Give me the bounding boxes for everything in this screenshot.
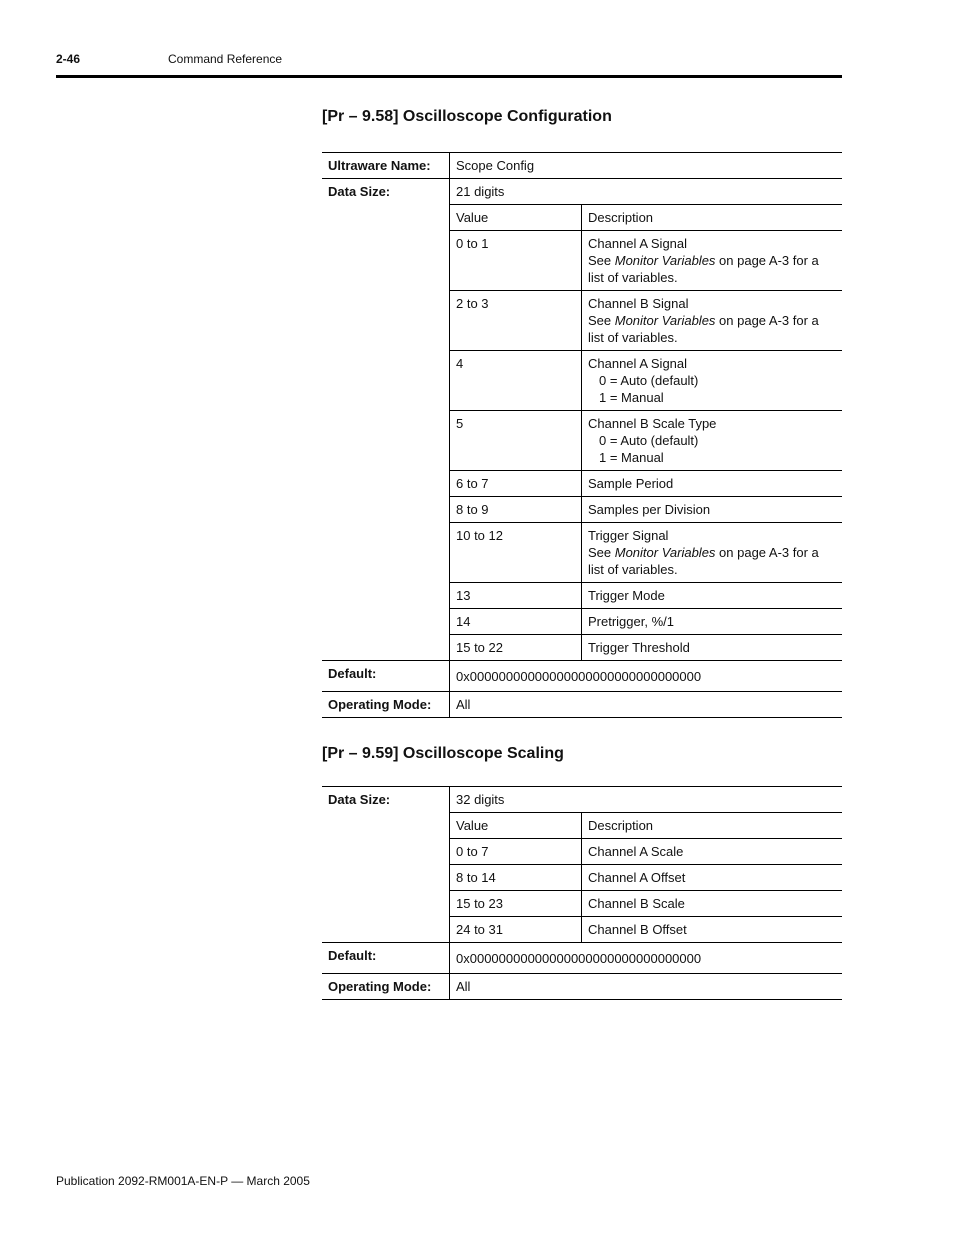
table-row: 15 to 22 Trigger Threshold (450, 635, 842, 661)
running-title: Command Reference (168, 52, 283, 66)
header-rule (56, 75, 842, 78)
operating-mode-label: Operating Mode: (322, 974, 450, 1000)
operating-mode-value: All (450, 974, 843, 1000)
column-header-description: Description (582, 205, 843, 231)
ultraware-name-value: Scope Config (450, 153, 843, 179)
data-size-value: 21 digits (456, 184, 505, 199)
section-title-oscilloscope-scaling: [Pr – 9.59] Oscilloscope Scaling (322, 745, 564, 762)
column-header-value: Value (450, 205, 582, 231)
table-row: 6 to 7 Sample Period (450, 471, 842, 497)
table-row: 8 to 14 Channel A Offset (450, 865, 842, 891)
data-size-label: Data Size: (322, 787, 450, 943)
section-title-oscilloscope-configuration: [Pr – 9.58] Oscilloscope Configuration (322, 108, 612, 125)
table-row: 4 Channel A Signal 0 = Auto (default) 1 = Manual (450, 351, 842, 411)
table-row: 15 to 23 Channel B Scale (450, 891, 842, 917)
cross-reference: Monitor Variables (614, 545, 716, 560)
column-header-description: Description (582, 813, 843, 839)
operating-mode-value: All (450, 692, 843, 718)
cross-reference: Monitor Variables (614, 253, 716, 268)
table-row: 13 Trigger Mode (450, 583, 842, 609)
table-row: 14 Pretrigger, %/1 (450, 609, 842, 635)
oscilloscope-scaling-table (322, 786, 842, 1000)
operating-mode-label: Operating Mode: (322, 692, 450, 718)
publication-footer: Publication 2092-RM001A-EN-P — March 2005 (56, 1174, 310, 1188)
table-row: 8 to 9 Samples per Division (450, 497, 842, 523)
oscilloscope-configuration-table (322, 152, 842, 718)
ultraware-name-label: Ultraware Name: (322, 153, 450, 179)
value-description-table (450, 179, 842, 660)
table-row: 0 to 1 Channel A Signal See Monitor Variables on page A-3 for a list of variables. (450, 231, 842, 291)
table-row: 0 to 7 Channel A Scale (450, 839, 842, 865)
table-row: 2 to 3 Channel B Signal See Monitor Variables on page A-3 for a list of variables. (450, 291, 842, 351)
page-header (56, 52, 842, 70)
cross-reference: Monitor Variables (614, 313, 716, 328)
table-row: 10 to 12 Trigger Signal See Monitor Variables on page A-3 for a list of variables. (450, 523, 842, 583)
data-size-value: 32 digits (456, 792, 505, 807)
default-label: Default: (322, 661, 450, 692)
table-row: 24 to 31 Channel B Offset (450, 917, 842, 943)
page-number: 2-46 (56, 52, 81, 66)
default-value: 0x00000000000000000000000000000000 (450, 661, 843, 692)
table-row: 5 Channel B Scale Type 0 = Auto (default) 1 = Manual (450, 411, 842, 471)
data-size-label: Data Size: (322, 179, 450, 661)
column-header-value: Value (450, 813, 582, 839)
default-label: Default: (322, 943, 450, 974)
value-description-table (450, 787, 842, 942)
default-value: 0x00000000000000000000000000000000 (450, 943, 843, 974)
